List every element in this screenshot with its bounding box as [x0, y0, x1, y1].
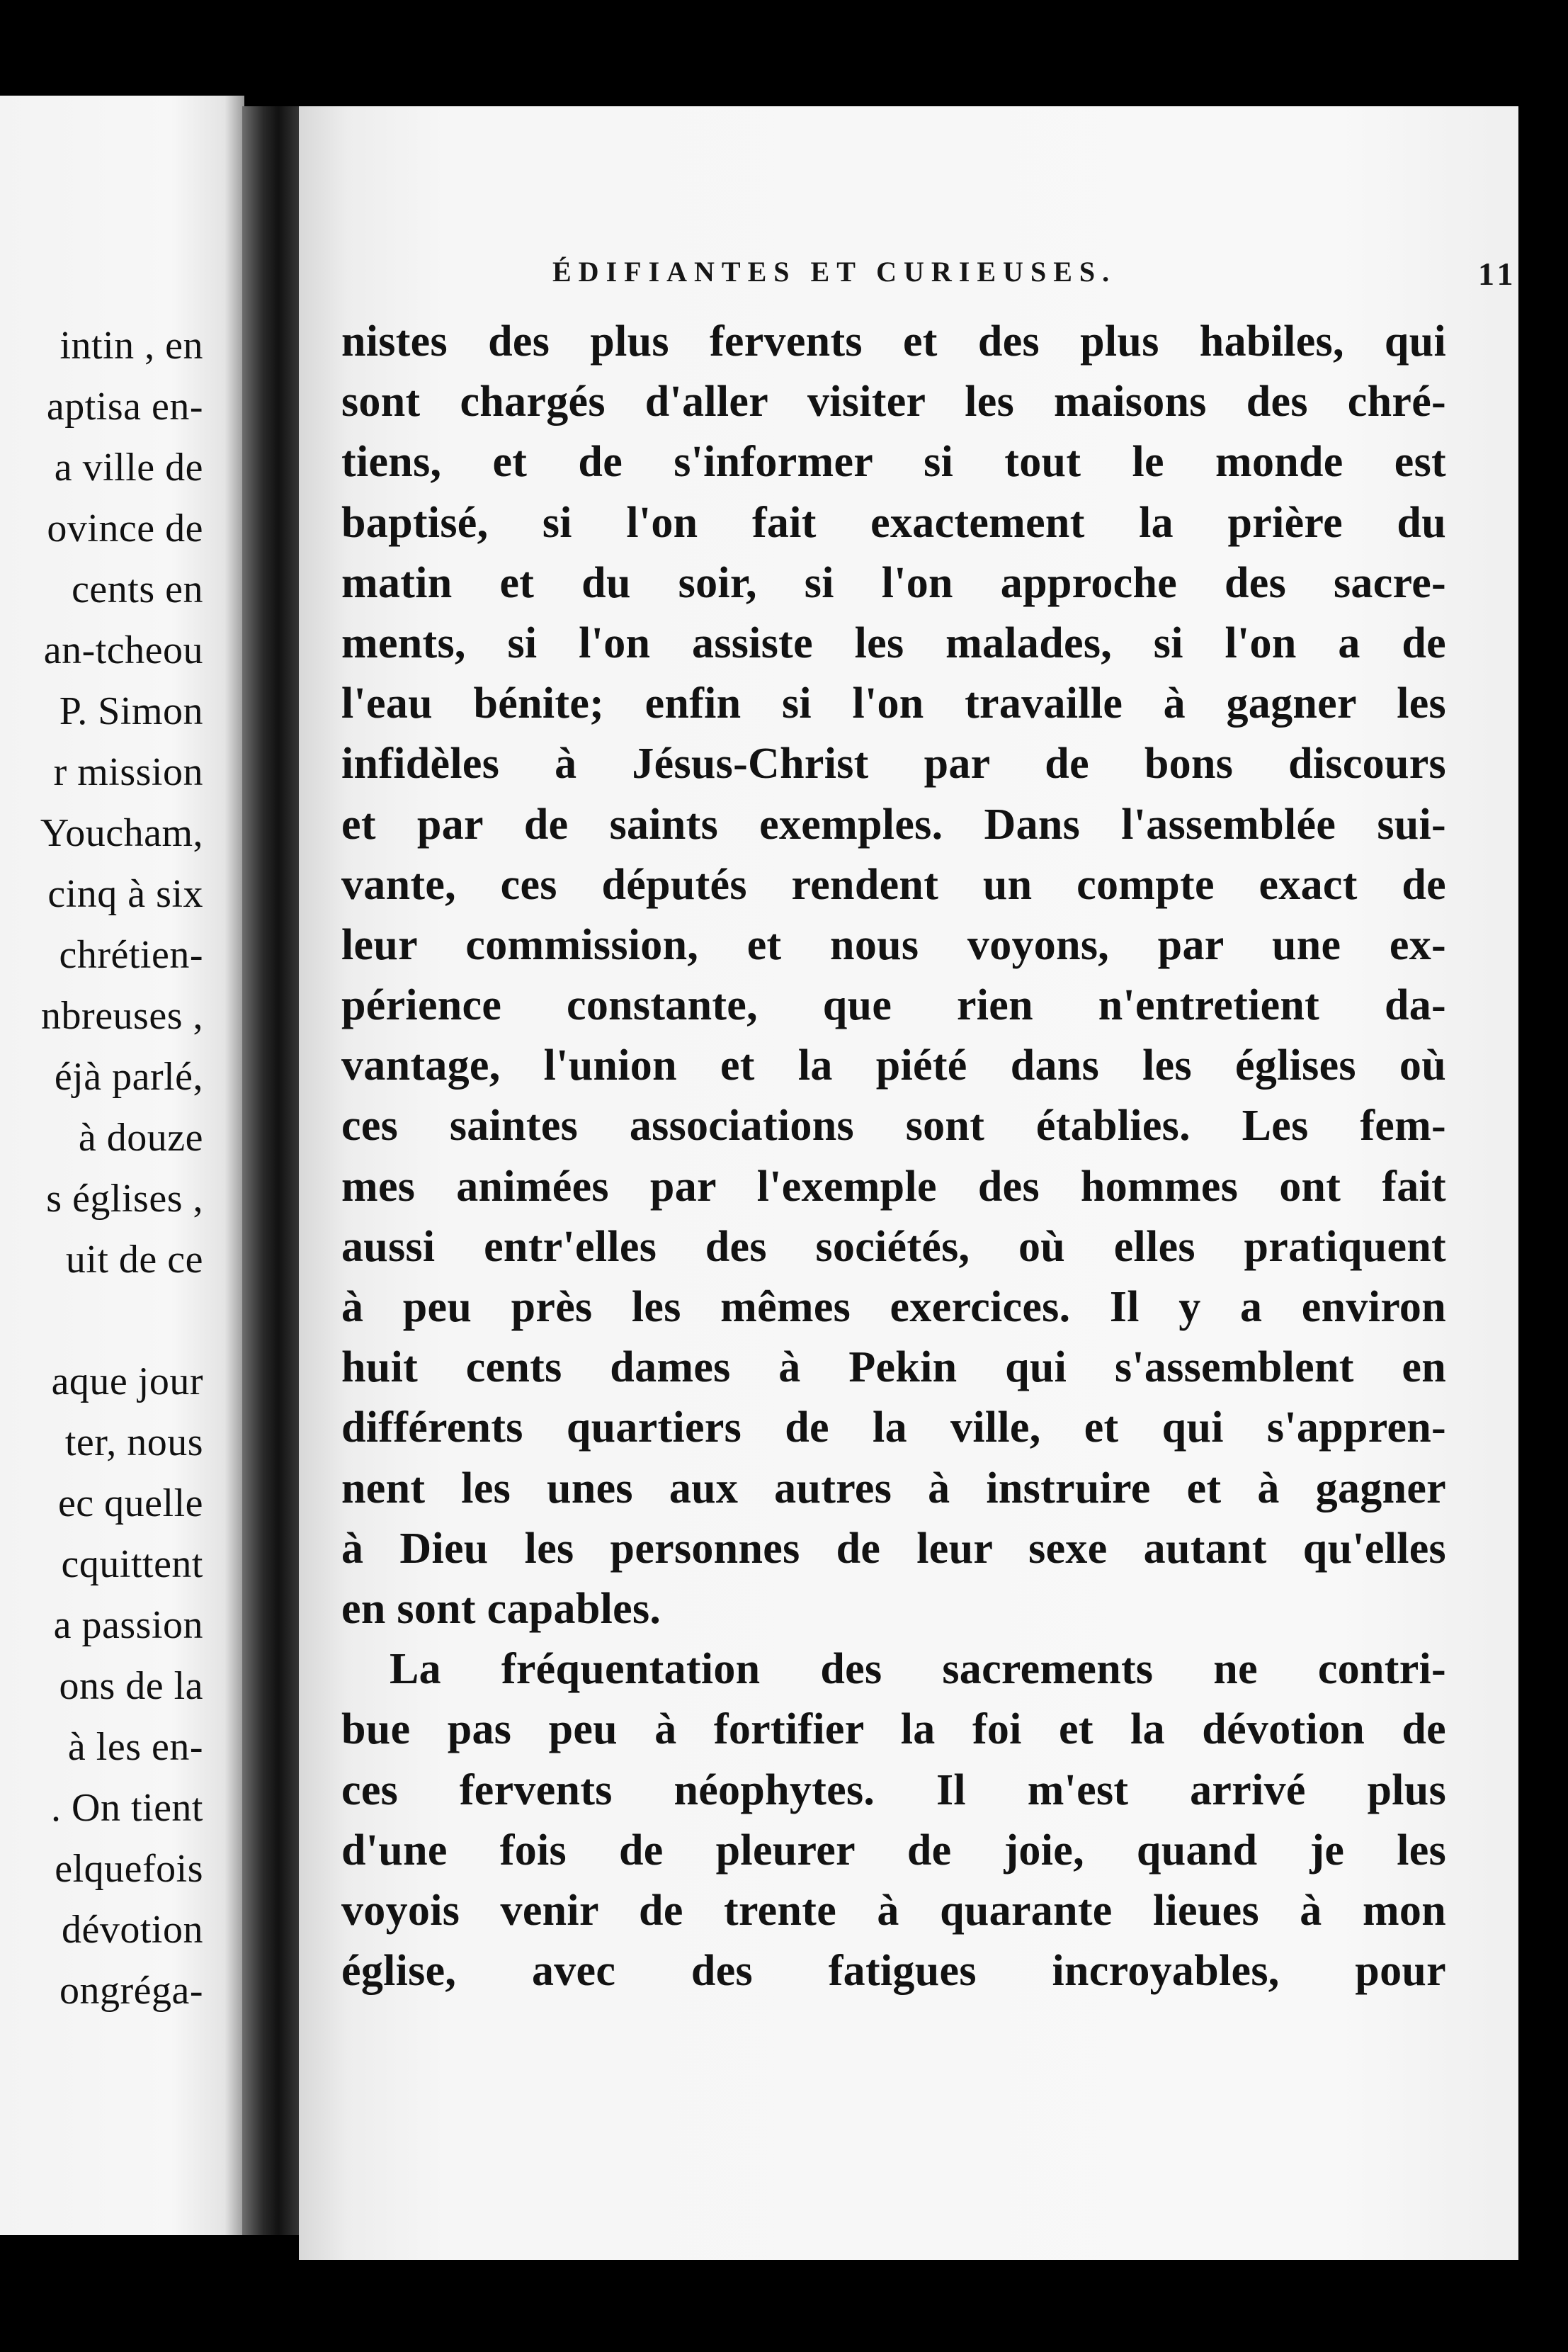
paragraph-end-line: en sont capables. — [341, 1584, 661, 1633]
right-page-text — [341, 312, 1446, 2001]
text-line: ments, si l'on assiste les malades, si l'on a de — [341, 618, 1446, 667]
text-line: cquittent — [61, 1542, 203, 1586]
text-line: matin et du soir, si l'on approche des sacre- — [341, 558, 1446, 607]
text-line: ovince de — [47, 507, 203, 550]
text-line: d'une fois de pleurer de joie, quand je les — [341, 1826, 1446, 1875]
text-line: tiens, et de s'informer si tout le monde est — [341, 438, 1446, 487]
text-line: dévotion — [62, 1908, 203, 1952]
text-line: mes animées par l'exemple des hommes ont fait — [341, 1162, 1446, 1211]
text-line: et par de saints exemples. Dans l'assemblée sui- — [341, 800, 1446, 849]
text-line: huit cents dames à Pekin qui s'assemblent en — [341, 1343, 1446, 1392]
text-line: s églises , — [46, 1177, 203, 1221]
text-line: an-tcheou — [43, 628, 203, 672]
text-line: périence constante, que rien n'entretient da- — [341, 981, 1446, 1030]
text-line: baptisé, si l'on fait exactement la prière du — [341, 498, 1446, 547]
text-line: nistes des plus fervents et des plus habiles, qui — [341, 317, 1446, 366]
paragraph-start-line: La fréquentation des sacrements ne contri- — [390, 1645, 1446, 1694]
left-page — [0, 96, 244, 2235]
text-line: intin , en — [59, 324, 203, 368]
text-line: nent les unes aux autres à instruire et à gagner — [341, 1464, 1446, 1513]
running-head: ÉDIFIANTES ET CURIEUSES. — [552, 256, 1117, 288]
text-line: cinq à six — [47, 872, 203, 916]
text-line: église, avec des fatigues incroyables, pour — [341, 1947, 1446, 1996]
text-line: Youcham, — [40, 811, 203, 855]
text-line: ec quelle — [57, 1481, 203, 1525]
text-line: ter, nous — [64, 1420, 203, 1464]
text-line: voyois venir de trente à quarante lieues à mon — [341, 1886, 1446, 1935]
text-line: a passion — [53, 1603, 203, 1647]
page-number: 11 — [1478, 256, 1518, 292]
text-line: P. Simon — [59, 689, 203, 733]
text-line: éjà parlé, — [54, 1055, 203, 1099]
text-line: r mission — [53, 750, 203, 794]
text-line: uit de ce — [65, 1238, 203, 1282]
text-line: a ville de — [54, 446, 203, 490]
text-line: vante, ces députés rendent un compte exact de — [341, 860, 1446, 909]
text-line: aussi entr'elles des sociétés, où elles pratiquent — [341, 1222, 1446, 1271]
text-line: leur commission, et nous voyons, par une ex- — [341, 920, 1446, 969]
right-page — [299, 106, 1518, 2260]
text-line: aptisa en- — [46, 385, 203, 429]
text-line: différents quartiers de la ville, et qui s'appren- — [341, 1403, 1446, 1452]
paragraph-gap — [0, 1290, 203, 1351]
text-line: ons de la — [59, 1664, 203, 1708]
text-line: ces saintes associations sont établies. Les fem- — [341, 1102, 1446, 1150]
text-line: elquefois — [55, 1847, 203, 1891]
text-line: ongréga- — [59, 1969, 203, 2013]
text-line: cents en — [72, 567, 203, 611]
text-line: ces fervents néophytes. Il m'est arrivé plus — [341, 1765, 1446, 1814]
text-line: à douze — [78, 1116, 203, 1160]
book-gutter-shadow — [242, 106, 302, 2235]
left-page-text — [0, 315, 203, 2021]
text-line: à Dieu les personnes de leur sexe autant qu'elles — [341, 1524, 1446, 1573]
text-line: l'eau bénite; enfin si l'on travaille à gagner les — [341, 679, 1446, 728]
text-line: infidèles à Jésus-Christ par de bons discours — [341, 740, 1446, 788]
text-line: bue pas peu à fortifier la foi et la dévotion de — [341, 1705, 1446, 1754]
text-line: aque jour — [51, 1359, 203, 1403]
text-line: . On tient — [51, 1786, 203, 1830]
text-line: à les en- — [67, 1725, 203, 1769]
text-line: chrétien- — [59, 933, 203, 977]
text-line: sont chargés d'aller visiter les maisons des chré- — [341, 378, 1446, 426]
text-line: nbreuses , — [41, 994, 203, 1038]
text-line: vantage, l'union et la piété dans les églises où — [341, 1041, 1446, 1090]
text-line: à peu près les mêmes exercices. Il y a environ — [341, 1283, 1446, 1331]
